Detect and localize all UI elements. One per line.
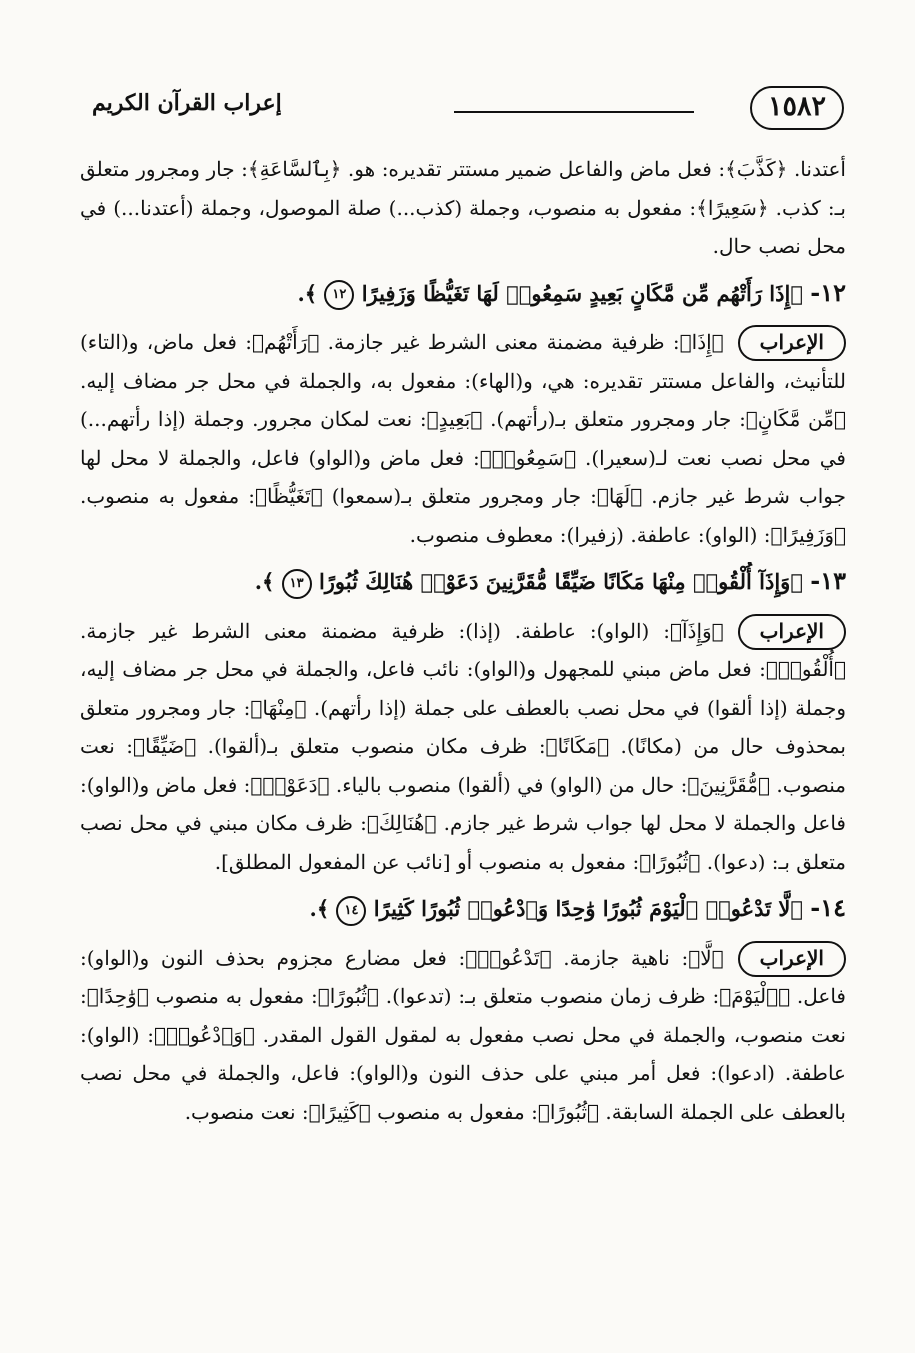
verse-14 [80, 889, 846, 929]
page-header [92, 86, 844, 130]
ayah-number-mark: ١٣ [282, 569, 312, 599]
irab-text: ﴿إِذَا﴾: ظرفية مضمنة معنى الشرط غير جازمة. ﴿رَأَتْهُم﴾: فعل ماض، و(التاء) للتأنيث، والفاعل مستتر تقديره: هي، و(الهاء): مفعول به، والجملة في محل جر مضاف إليه. ﴿مِّن مَّكَانٍ﴾: جار ومجرور متعلق بـ(رأتهم). ﴿بَعِيدٍ﴾: نعت لمكان مجرور. وجملة (إذا رأتهم...) في محل نصب نعت لـ(سعيرا). ﴿سَمِعُوا۟﴾: فعل ماض و(الواو) فاعل، والجملة لا محل لها جواب شرط غير جازم. ﴿لَهَا﴾: جار ومجرور متعلق بـ(سمعوا) ﴿تَغَيُّظًا﴾: مفعول به منصوب. ﴿وَزَفِيرًا﴾: (الواو): عاطفة. (زفيرا): معطوف منصوب. [80, 330, 846, 547]
verse-close: ﴾. [297, 280, 318, 306]
irab-section [80, 939, 846, 1132]
irab-section [80, 323, 846, 554]
verse-text: ﴿وَإِذَآ أُلْقُوا۟ مِنْهَا مَكَانًا ضَيِّقًا مُّقَرَّنِينَ دَعَوْا۟ هُنَالِكَ ثُبُورًا [318, 569, 803, 594]
irab-label: الإعراب [738, 325, 846, 361]
irab-label: الإعراب [738, 941, 846, 977]
irab-text: ﴿وَإِذَآ﴾: (الواو): عاطفة. (إذا): ظرفية مضمنة معنى الشرط غير جازمة. ﴿أُلْقُوا۟﴾: فعل ماض مبني للمجهول و(الواو): نائب فاعل، والجملة في محل جر مضاف إليه، وجملة (إذا ألقوا) في محل نصب بالعطف على جملة (إذا رأتهم). ﴿مِنْهَا﴾: جار ومجرور متعلق بمحذوف حال من (مكانًا). ﴿مَكَانًا﴾: ظرف مكان منصوب متعلق بـ(ألقوا). ﴿ضَيِّقًا﴾: نعت منصوب. ﴿مُّقَرَّنِينَ﴾: حال من (الواو) في (ألقوا) منصوب بالياء. ﴿دَعَوْا۟﴾: فعل ماض و(الواو): فاعل والجملة لا محل لها جواب شرط غير جازم. ﴿هُنَالِكَ﴾: ظرف مكان مبني في محل نصب متعلق بـ: (دعوا). ﴿ثُبُورًا﴾: مفعول به منصوب أو [نائب عن المفعول المطلق]. [80, 618, 846, 874]
ayah-number-mark: ١٤ [336, 896, 366, 926]
verse-number: ١٤- [810, 893, 846, 922]
verse-number: ١٢- [810, 277, 846, 307]
verse-number: ١٣- [810, 566, 846, 595]
irab-label: الإعراب [738, 614, 846, 650]
page-content [80, 150, 846, 1135]
page-number: ١٥٨٢ [750, 86, 844, 130]
irab-text: ﴿لَّا﴾: ناهية جازمة. ﴿تَدْعُوا۟﴾: فعل مضارع مجزوم بحذف النون و(الواو): فاعل. ﴿ٱلْيَوْمَ﴾: ظرف زمان منصوب متعلق بـ: (تدعوا). ﴿ثُبُورًا﴾: مفعول به منصوب ﴿وَٰحِدًا﴾: نعت منصوب، والجملة في محل نصب مفعول به لمقول القول المقدر. ﴿وَٱدْعُوا۟﴾: (الواو): عاطفة. (ادعوا): فعل أمر مبني على حذف النون و(الواو): فاعل، والجملة في محل نصب بالعطف على الجملة السابقة. ﴿ثُبُورًا﴾: مفعول به منصوب ﴿كَثِيرًا﴾: نعت منصوب. [80, 945, 846, 1124]
verse-13 [80, 562, 846, 602]
verse-text: ﴿إِذَا رَأَتْهُم مِّن مَّكَانٍ بَعِيدٍ سَمِعُوا۟ لَهَا تَغَيُّظًا وَزَفِيرًا [361, 280, 803, 306]
verse-close: ﴾. [309, 896, 330, 921]
book-title: إعراب القرآن الكريم [92, 90, 282, 116]
verse-close: ﴾. [254, 569, 275, 594]
verse-12 [80, 274, 846, 314]
verse-text: ﴿لَّا تَدْعُوا۟ ٱلْيَوْمَ ثُبُورًا وَٰحِدًا وَٱدْعُوا۟ ثُبُورًا كَثِيرًا [373, 896, 803, 921]
ayah-number-mark: ١٢ [324, 280, 354, 310]
header-rule [454, 111, 694, 113]
irab-section [80, 612, 846, 882]
intro-paragraph: أعتدنا. ﴿كَذَّبَ﴾: فعل ماض والفاعل ضمير مستتر تقديره: هو. ﴿بِٱلسَّاعَةِ﴾: جار ومجرور متعلق بـ: كذب. ﴿سَعِيرًا﴾: مفعول به منصوب، وجملة (كذب...) صلة الموصول، وجملة (أعتدنا...) في محل نصب حال. [80, 157, 846, 258]
